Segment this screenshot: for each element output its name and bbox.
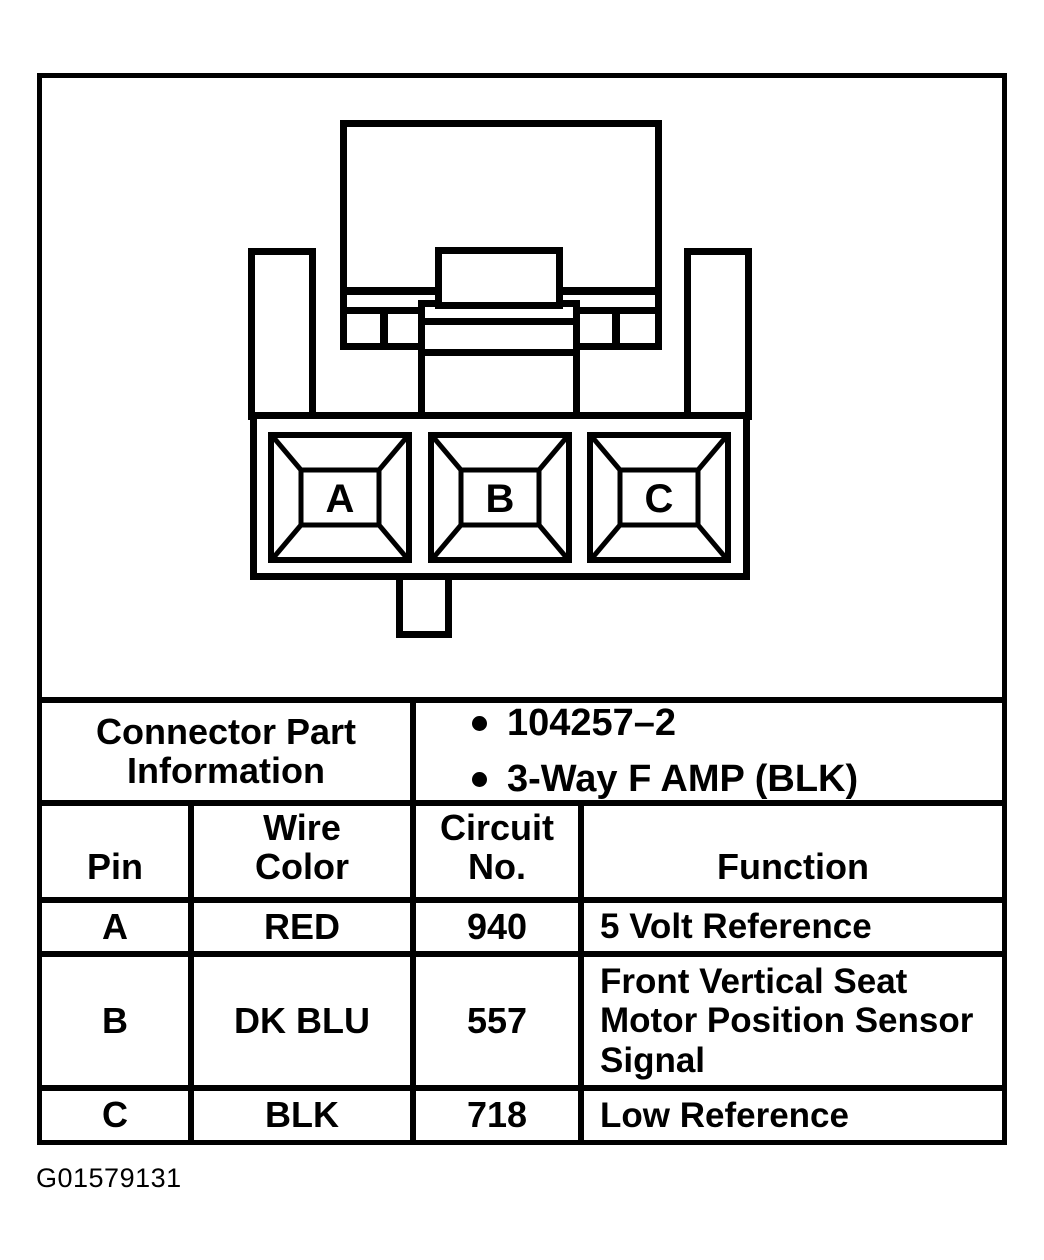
header-color-label: Color <box>255 846 349 888</box>
wire-color-value: DK BLU <box>234 999 370 1041</box>
bullet-icon <box>472 772 487 787</box>
circuit-no-value: 718 <box>466 1094 528 1136</box>
part-info-label-line1: Connector Part <box>95 710 357 752</box>
pin-value: B <box>102 999 128 1041</box>
pin-label-a: A <box>325 477 355 521</box>
latch-line-lower <box>420 349 578 356</box>
pin-cavity-b <box>428 432 572 563</box>
row-a-function <box>584 903 1002 957</box>
row-a-wire-color <box>194 903 416 957</box>
row-b-wire-color <box>194 957 416 1091</box>
part-number-item <box>472 703 1002 744</box>
header-pin-label: Pin <box>86 846 143 888</box>
circuit-no-value: 940 <box>466 905 528 947</box>
row-c-circuit-no <box>416 1091 584 1140</box>
pin-label-c: C <box>644 477 674 521</box>
pin-value: A <box>102 905 128 947</box>
pin-cavity-c <box>587 432 731 563</box>
row-b-circuit-no <box>416 957 584 1091</box>
pin-value: C <box>102 1094 128 1136</box>
part-info-values-cell <box>416 703 1002 806</box>
part-type-item <box>472 759 1002 800</box>
header-pin <box>42 806 194 903</box>
header-circuit-no <box>416 806 584 903</box>
mount-ear-left <box>248 248 316 420</box>
header-function <box>584 806 1002 903</box>
connector-table <box>37 697 1007 1145</box>
row-c-function <box>584 1091 1002 1140</box>
part-number: 104257–2 <box>507 702 677 745</box>
row-a-pin <box>42 903 194 957</box>
circuit-no-value: 557 <box>466 999 528 1041</box>
header-function-label: Function <box>717 846 869 888</box>
function-value: Low Reference <box>600 1095 849 1135</box>
part-type: 3-Way F AMP (BLK) <box>507 757 859 800</box>
row-c-wire-color <box>194 1091 416 1140</box>
row-b-function <box>584 957 1002 1091</box>
pin-label-b: B <box>485 477 515 521</box>
row-a-circuit-no <box>416 903 584 957</box>
figure-code: G01579131 <box>36 1163 182 1193</box>
function-value: Front Vertical Seat Motor Position Sensor Signal <box>600 962 974 1080</box>
wire-color-value: RED <box>263 905 340 947</box>
mount-ear-right <box>684 248 752 420</box>
row-c-pin <box>42 1091 194 1140</box>
wire-color-value: BLK <box>265 1094 339 1136</box>
latch-line-upper <box>420 318 578 325</box>
index-tab <box>396 573 452 638</box>
header-no-label: No. <box>468 846 526 888</box>
header-wire-color <box>194 806 416 903</box>
row-b-pin <box>42 957 194 1091</box>
function-value: 5 Volt Reference <box>600 907 872 947</box>
header-circuit-label: Circuit <box>439 807 554 849</box>
header-wire-label: Wire <box>263 807 341 849</box>
latch-tab <box>435 247 563 309</box>
part-info-label-line2: Information <box>127 749 325 791</box>
body-divider-right <box>612 307 620 350</box>
body-divider-left <box>380 307 388 350</box>
bullet-icon <box>472 716 487 731</box>
pin-cavity-a <box>268 432 412 563</box>
part-info-label-cell <box>42 703 416 806</box>
